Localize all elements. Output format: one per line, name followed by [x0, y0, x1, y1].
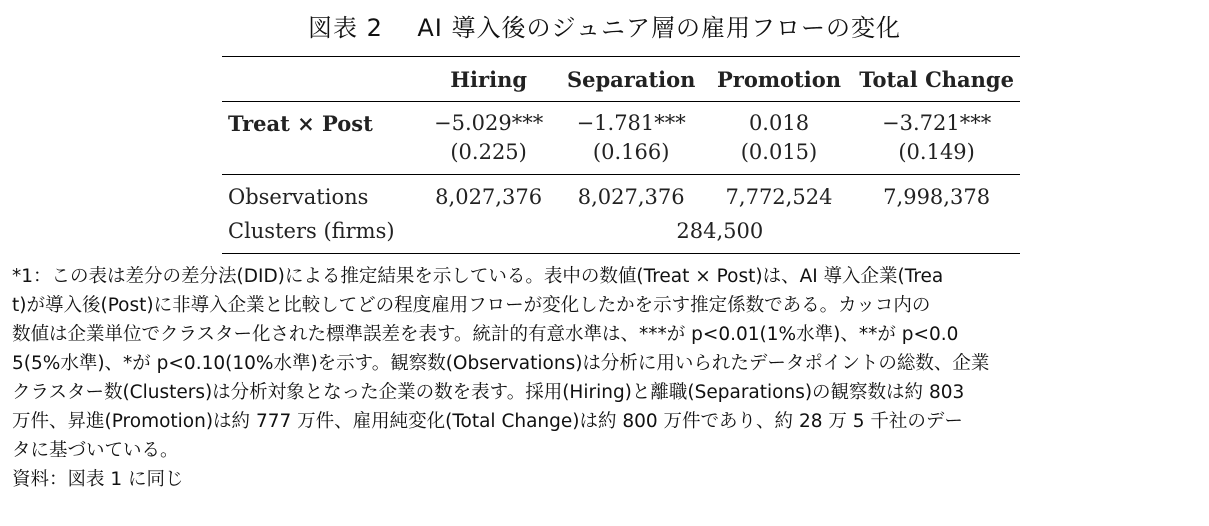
source-note: 資料：図表 1 に同じ [12, 469, 184, 490]
coef-separation: −1.781*** [558, 102, 705, 137]
se-empty-cell [222, 136, 420, 175]
note-line: 数値は企業単位でクラスター化された標準誤差を表す。統計的有意水準は、***が p<0.01(1%水準)、**が p<0.0 [12, 324, 959, 345]
coef-hiring: −5.029*** [420, 102, 558, 137]
note-line: 万件、昇進(Promotion)は約 777 万件、雇用純変化(Total Change)は約 800 万件であり、約 28 万 5 千社のデー [12, 411, 963, 432]
se-promotion: (0.015) [740, 140, 818, 164]
treat-post-coefficient-row [222, 102, 1020, 137]
table-caption: 図表 2 AI 導入後のジュニア層の雇用フローの変化 [307, 14, 902, 42]
observations-row [222, 175, 1020, 214]
header-row [222, 57, 1020, 102]
treat-post-label: Treat × Post [222, 102, 420, 137]
note-line: 5(5%水準)、*が p<0.10(10%水準)を示す。観察数(Observations)は分析に用いられたデータポイントの総数、企業 [12, 353, 990, 374]
table-notes [12, 262, 1202, 494]
note-line: タに基づいている。 [12, 440, 179, 461]
obs-promotion: 7,772,524 [705, 175, 853, 214]
column-header-total-change: Total Change [853, 57, 1020, 102]
note-line: t)が導入後(Post)に非導入企業と比較してどの程度雇用フローが変化したかを示す推定係数である。カッコ内の [12, 295, 931, 316]
observations-label: Observations [222, 175, 420, 214]
header-empty-cell [222, 57, 420, 102]
regression-table [222, 56, 1020, 254]
note-line: クラスター数(Clusters)は分析対象となった企業の数を表す。採用(Hiring)と離職(Separations)の観察数は約 803 [12, 382, 965, 403]
obs-separation: 8,027,376 [558, 175, 705, 214]
column-header-hiring: Hiring [420, 57, 558, 102]
coef-promotion: 0.018 [705, 102, 853, 137]
column-header-separation: Separation [558, 57, 705, 102]
note-line: *1：この表は差分の差分法(DID)による推定結果を示している。表中の数値(Treat × Post)は、AI 導入企業(Trea [12, 266, 944, 287]
se-hiring: (0.225) [450, 140, 527, 164]
se-total-change: (0.149) [898, 140, 975, 164]
clusters-label: Clusters (firms) [222, 213, 420, 254]
coef-total-change: −3.721*** [853, 102, 1020, 137]
standard-error-row [222, 136, 1020, 175]
obs-total-change: 7,998,378 [853, 175, 1020, 214]
clusters-row [222, 213, 1020, 254]
column-header-promotion: Promotion [705, 57, 853, 102]
obs-hiring: 8,027,376 [420, 175, 558, 214]
se-separation: (0.166) [592, 140, 670, 164]
clusters-value: 284,500 [420, 213, 1020, 254]
